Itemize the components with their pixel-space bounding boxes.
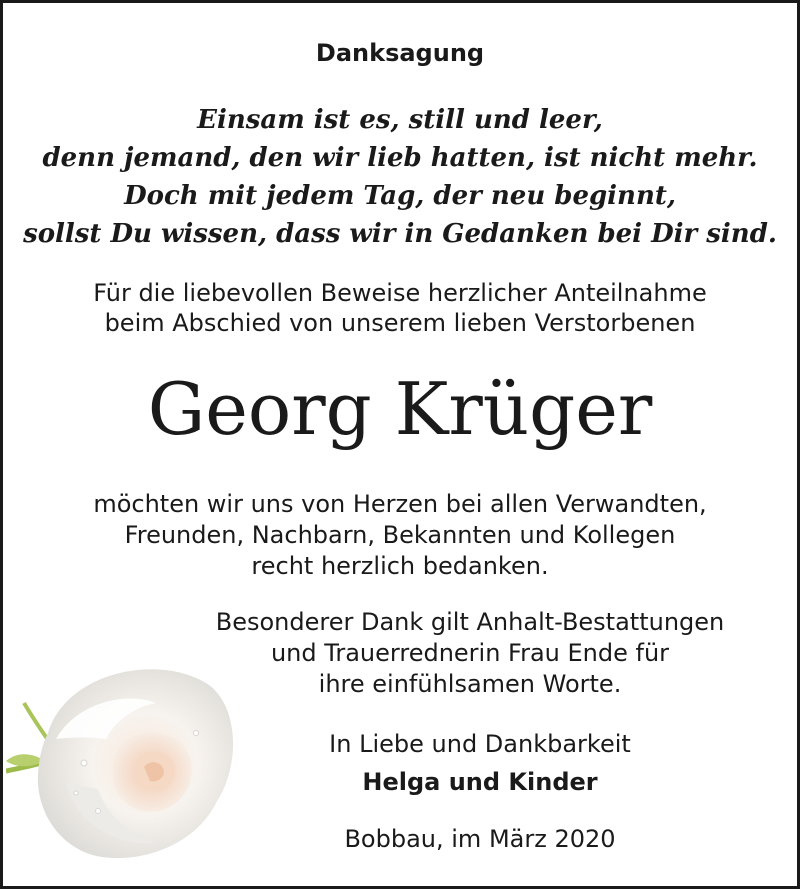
special-thanks-line: und Trauerrednerin Frau Ende für bbox=[270, 639, 670, 667]
thanks-line: möchten wir uns von Herzen bei allen Verwandten, bbox=[93, 490, 707, 518]
special-thanks-line: ihre einfühlsamen Worte. bbox=[318, 670, 622, 698]
memorial-poem bbox=[3, 101, 797, 253]
poem-line: Doch mit jedem Tag, der neu beginnt, bbox=[124, 181, 676, 211]
special-thanks-line: Besonderer Dank gilt Anhalt-Bestattungen bbox=[215, 608, 725, 636]
deceased-name: Georg Krüger bbox=[147, 367, 653, 451]
thanks-line: Freunden, Nachbarn, Bekannten und Kollegen bbox=[124, 521, 676, 549]
poem-line: sollst Du wissen, dass wir in Gedanken bei Dir sind. bbox=[23, 219, 777, 249]
place-date: Bobbau, im März 2020 bbox=[344, 825, 616, 853]
poem-line: Einsam ist es, still und leer, bbox=[197, 105, 603, 135]
notice-heading: Danksagung bbox=[315, 39, 485, 67]
thanks-text bbox=[3, 489, 797, 582]
intro-line: beim Abschied von unserem lieben Verstorbenen bbox=[104, 309, 696, 337]
closing-line: In Liebe und Dankbarkeit bbox=[329, 730, 631, 758]
special-thanks bbox=[143, 607, 797, 700]
intro-text bbox=[3, 278, 797, 338]
closing-block bbox=[163, 725, 797, 801]
intro-line: Für die liebevollen Beweise herzlicher Anteilnahme bbox=[93, 279, 707, 307]
thanks-line: recht herzlich bedanken. bbox=[251, 552, 549, 580]
signature: Helga und Kinder bbox=[362, 768, 598, 796]
poem-line: denn jemand, den wir lieb hatten, ist nicht mehr. bbox=[42, 143, 758, 173]
